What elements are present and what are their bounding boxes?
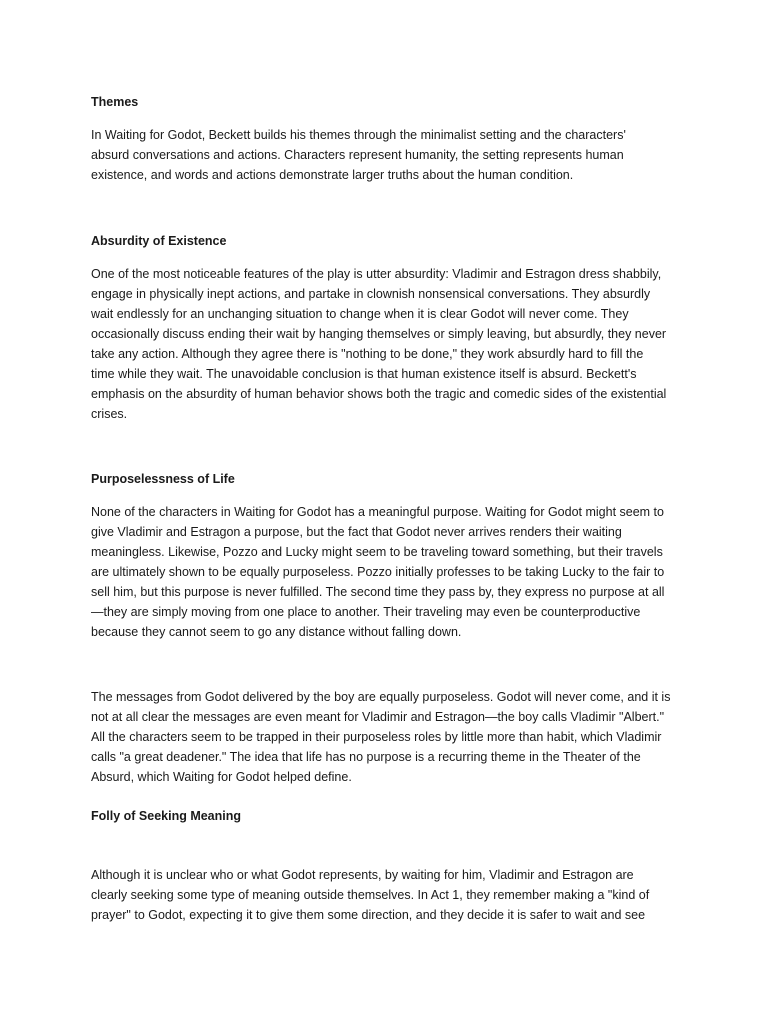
paragraph-themes: [91, 125, 691, 185]
text-line: existence, and words and actions demonstrate larger truths about the human condition.: [91, 168, 574, 182]
heading-purposelessness-of-life: Purposelessness of Life: [91, 472, 235, 486]
text-line: not at all clear the messages are even meant for Vladimir and Estragon—the boy calls Vladimir "Albert.": [91, 710, 665, 724]
text-line: prayer" to Godot, expecting it to give them some direction, and they decide it is safer to wait and see: [91, 908, 646, 922]
text-line: emphasis on the absurdity of human behavior shows both the tragic and comedic sides of the existential: [91, 387, 667, 401]
text-line: meaningless. Likewise, Pozzo and Lucky might seem to be traveling toward something, but their travels: [91, 545, 663, 559]
text-line: None of the characters in Waiting for Godot has a meaningful purpose. Waiting for Godot might seem to: [91, 505, 664, 519]
text-line: Absurd, which Waiting for Godot helped define.: [91, 770, 352, 784]
heading-themes: Themes: [91, 95, 139, 109]
text-line: crises.: [91, 407, 128, 421]
text-line: Although it is unclear who or what Godot represents, by waiting for him, Vladimir and Estragon are: [91, 868, 634, 882]
paragraph-purposelessness-2: [91, 687, 691, 787]
text-line: time while they wait. The unavoidable conclusion is that human existence itself is absurd. Beckett's: [91, 367, 637, 381]
text-line: In Waiting for Godot, Beckett builds his themes through the minimalist setting and the characters': [91, 128, 626, 142]
text-line: sell him, but this purpose is never fulfilled. The second time they pass by, they express no purpose at all: [91, 585, 665, 599]
text-line: engage in physically inept actions, and partake in clownish nonsensical conversations. They absurdly: [91, 287, 651, 301]
heading-folly-of-seeking-meaning: Folly of Seeking Meaning: [91, 809, 242, 823]
text-line: take any action. Although they agree there is "nothing to be done," they work absurdly hard to fill the: [91, 347, 644, 361]
text-line: wait endlessly for an unchanging situation to change when it is clear Godot will never come. They: [91, 307, 629, 321]
text-line: clearly seeking some type of meaning outside themselves. In Act 1, they remember making a "kind of: [91, 888, 650, 902]
text-line: absurd conversations and actions. Characters represent humanity, the setting represents human: [91, 148, 624, 162]
text-line: are ultimately shown to be equally purposeless. Pozzo initially professes to be taking Lucky to the fair to: [91, 565, 665, 579]
text-line: calls "a great deadener." The idea that life has no purpose is a recurring theme in the Theater of the: [91, 750, 641, 764]
heading-absurdity-of-existence: Absurdity of Existence: [91, 234, 227, 248]
text-line: occasionally discuss ending their wait by hanging themselves or simply leaving, but absurdly, they never: [91, 327, 667, 341]
text-line: give Vladimir and Estragon a purpose, but the fact that Godot never arrives renders their waiting: [91, 525, 622, 539]
paragraph-absurdity: [91, 264, 691, 424]
paragraph-purposelessness-1: [91, 502, 691, 642]
text-line: One of the most noticeable features of the play is utter absurdity: Vladimir and Estragon dress shabbily,: [91, 267, 662, 281]
text-line: All the characters seem to be trapped in their purposeless roles by little more than habit, which Vladimir: [91, 730, 662, 744]
paragraph-folly: [91, 865, 691, 925]
text-line: because they cannot seem to go any distance without falling down.: [91, 625, 462, 639]
text-line: The messages from Godot delivered by the boy are equally purposeless. Godot will never come, and it is: [91, 690, 671, 704]
text-line: —they are simply moving from one place to another. Their traveling may even be counterproductive: [91, 605, 641, 619]
